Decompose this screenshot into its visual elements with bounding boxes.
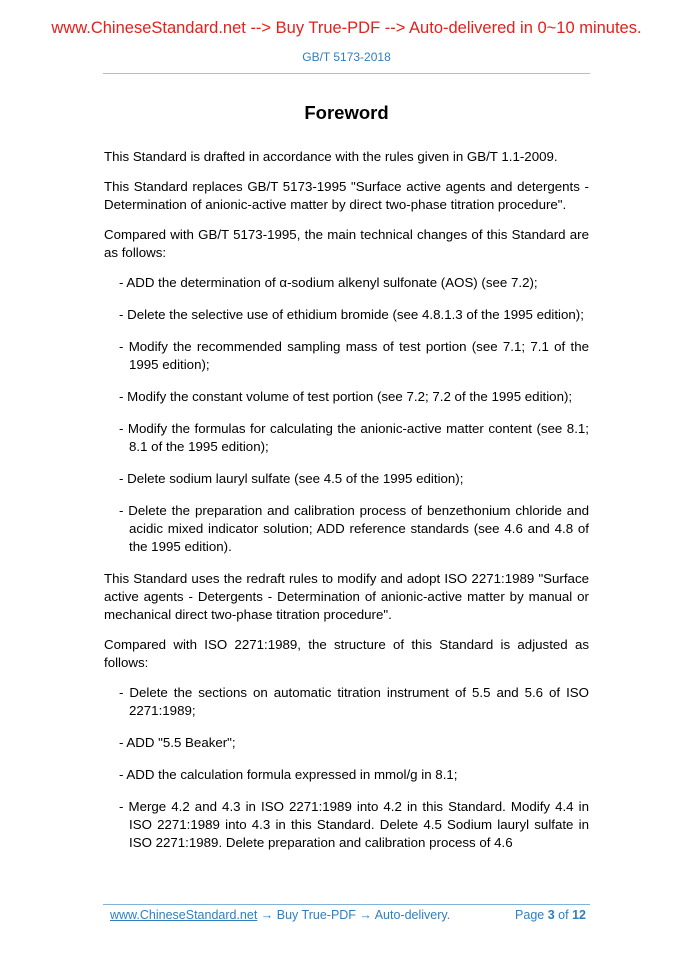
footer-text: → Buy True-PDF → Auto-delivery. <box>257 908 451 922</box>
list-item: - Delete sodium lauryl sulfate (see 4.5 of the 1995 edition); <box>119 471 464 486</box>
paragraph: This Standard is drafted in accordance with the rules given in GB/T 1.1-2009. <box>104 149 558 164</box>
list-item: - Delete the selective use of ethidium bromide (see 4.8.1.3 of the 1995 edition); <box>119 307 584 322</box>
list-item: - Merge 4.2 and 4.3 in ISO 2271:1989 into 4.2 in this Standard. Modify 4.4 in ISO 2271:1989 into 4.3 in this Standard. Delete 4.5 Sodium lauryl sulfate in ISO 2271:1989. Delete preparation and calibration process of 4.6 <box>119 799 589 850</box>
paragraph: This Standard replaces GB/T 5173-1995 "Surface active agents and detergents - Determination of anionic-active matter by direct two-phase titration procedure". <box>104 179 589 212</box>
list-item: - ADD the determination of α-sodium alkenyl sulfonate (AOS) (see 7.2); <box>119 275 538 290</box>
page-title: Foreword <box>304 102 389 123</box>
footer-link[interactable]: www.ChineseStandard.net <box>110 908 258 922</box>
page-label: Page <box>515 908 545 922</box>
list-item: - Delete the sections on automatic titration instrument of 5.5 and 5.6 of ISO 2271:1989; <box>119 685 589 718</box>
promo-banner: www.ChineseStandard.net --> Buy True-PDF --> Auto-delivered in 0~10 minutes. <box>51 19 642 37</box>
paragraph: This Standard uses the redraft rules to modify and adopt ISO 2271:1989 "Surface active agents - Detergents - Determination of anionic-active matter by manual or mechanical direct two-phase titration procedure". <box>104 571 589 622</box>
list-item: - Modify the recommended sampling mass of test portion (see 7.1; 7.1 of the 1995 edition); <box>119 339 589 372</box>
total-pages: 12 <box>572 908 586 922</box>
current-page: 3 <box>547 908 555 922</box>
page-number <box>515 908 586 922</box>
document-header: GB/T 5173-2018 <box>302 50 391 64</box>
list-item: - ADD the calculation formula expressed in mmol/g in 8.1; <box>119 767 458 782</box>
of-label: of <box>558 908 569 922</box>
document-body <box>104 148 589 883</box>
list-item: - Modify the constant volume of test portion (see 7.2; 7.2 of the 1995 edition); <box>119 389 573 404</box>
page-footer <box>110 908 586 922</box>
list-item: - Delete the preparation and calibration process of benzethonium chloride and acidic mixed indicator solution; ADD reference standards (see 4.6 and 4.8 of the 1995 edition). <box>119 503 589 554</box>
footer-divider <box>103 904 590 905</box>
header-divider <box>103 73 590 74</box>
list-item: - ADD "5.5 Beaker"; <box>119 735 236 750</box>
paragraph: Compared with GB/T 5173-1995, the main technical changes of this Standard are as follows: <box>104 227 589 260</box>
paragraph: Compared with ISO 2271:1989, the structure of this Standard is adjusted as follows: <box>104 637 589 670</box>
list-item: - Modify the formulas for calculating the anionic-active matter content (see 8.1; 8.1 of the 1995 edition); <box>119 421 589 454</box>
